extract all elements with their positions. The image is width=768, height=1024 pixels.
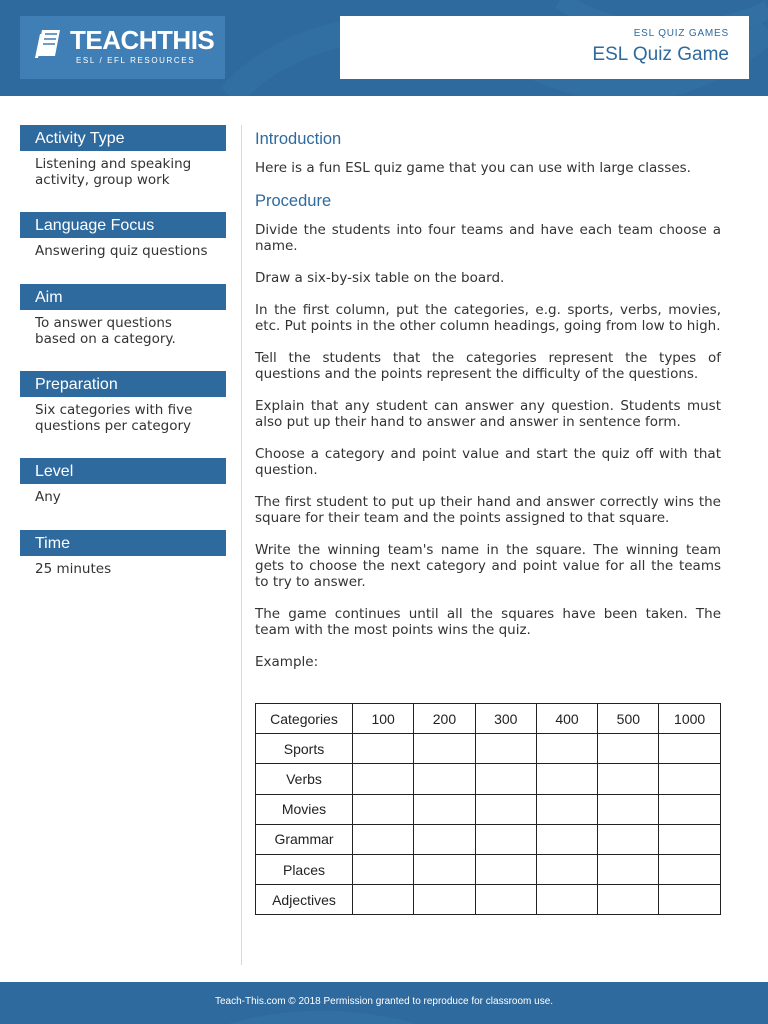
procedure-paragraph: Write the winning team's name in the square. The winning team gets to choose the next category and point value for all the teams to try to answer. (255, 542, 721, 590)
footer-copyright: Teach-This.com © 2018 Permission granted to reproduce for classroom use. (214, 996, 554, 1007)
sidebar-body-level (20, 484, 226, 530)
table-empty-cell (536, 824, 597, 854)
table-empty-cell (475, 794, 536, 824)
table-empty-cell (659, 854, 720, 884)
table-header-row (256, 704, 721, 734)
sidebar-heading-preparation: Preparation (20, 371, 226, 397)
sidebar-body-time (20, 556, 226, 577)
table-empty-cell (353, 824, 414, 854)
sidebar-heading-aim: Aim (20, 284, 226, 310)
procedure-paragraph: Tell the students that the categories represent the types of questions and the points represent the difficulty of the questions. (255, 350, 721, 382)
activity-sidebar (20, 125, 226, 577)
procedure-paragraph: Explain that any student can answer any question. Students must also put up their hand to answer and answer in sentence form. (255, 398, 721, 430)
procedure-paragraph: In the first column, put the categories, e.g. sports, verbs, movies, etc. Put points in the other column headings, going from low to high. (255, 302, 721, 334)
worksheet-category: ESL QUIZ GAMES (633, 28, 729, 39)
procedure-heading: Procedure (255, 192, 332, 210)
sidebar-body-activity-type (20, 151, 226, 212)
table-category-cell: Places (256, 854, 353, 884)
table-empty-cell (598, 885, 659, 915)
table-row (256, 764, 721, 794)
example-quiz-table (255, 703, 721, 915)
table-empty-cell (536, 854, 597, 884)
table-category-cell: Verbs (256, 764, 353, 794)
table-empty-cell (598, 854, 659, 884)
procedure-paragraph: Divide the students into four teams and have each team choose a name. (255, 222, 721, 254)
table-header-categories: Categories (256, 704, 353, 734)
table-empty-cell (475, 854, 536, 884)
logo-brand-subtitle: ESL / EFL RESOURCES (76, 56, 196, 65)
table-header-points: 300 (475, 704, 536, 734)
table-empty-cell (536, 885, 597, 915)
main-content (255, 128, 721, 686)
sidebar-body-preparation (20, 397, 226, 458)
example-label: Example: (255, 654, 319, 670)
table-row (256, 824, 721, 854)
book-logo-icon (34, 26, 64, 60)
page-footer (0, 982, 768, 1024)
table-header-points: 200 (414, 704, 475, 734)
table-empty-cell (475, 734, 536, 764)
table-empty-cell (659, 885, 720, 915)
sidebar-text-line: activity, group work (35, 172, 170, 188)
table-empty-cell (659, 734, 720, 764)
table-category-cell: Sports (256, 734, 353, 764)
sidebar-text-line: Six categories with five (35, 402, 193, 418)
table-empty-cell (414, 885, 475, 915)
table-empty-cell (659, 824, 720, 854)
table-header-points: 1000 (659, 704, 720, 734)
introduction-heading: Introduction (255, 130, 342, 148)
table-category-cell: Movies (256, 794, 353, 824)
table-empty-cell (598, 794, 659, 824)
procedure-paragraph: The first student to put up their hand and answer correctly wins the square for their team and the points assigned to that square. (255, 494, 721, 526)
table-empty-cell (353, 854, 414, 884)
table-empty-cell (353, 734, 414, 764)
table-row (256, 854, 721, 884)
table-header-points: 400 (536, 704, 597, 734)
table-empty-cell (536, 794, 597, 824)
sidebar-heading-activity-type: Activity Type (20, 125, 226, 151)
procedure-paragraph: The game continues until all the squares have been taken. The team with the most points wins the quiz. (255, 606, 721, 638)
procedure-paragraph: Draw a six-by-six table on the board. (255, 270, 505, 286)
table-empty-cell (536, 734, 597, 764)
table-header-points: 100 (353, 704, 414, 734)
table-empty-cell (536, 764, 597, 794)
table-empty-cell (353, 885, 414, 915)
table-empty-cell (353, 764, 414, 794)
page-title: ESL Quiz Game (592, 44, 729, 65)
sidebar-text-line: Any (35, 489, 61, 505)
table-empty-cell (353, 794, 414, 824)
table-empty-cell (659, 764, 720, 794)
table-empty-cell (414, 734, 475, 764)
page-header (0, 0, 768, 96)
introduction-text: Here is a fun ESL quiz game that you can use with large classes. (255, 160, 691, 176)
table-empty-cell (598, 824, 659, 854)
table-category-cell: Grammar (256, 824, 353, 854)
teachthis-logo[interactable] (20, 16, 225, 79)
sidebar-heading-time: Time (20, 530, 226, 556)
sidebar-text-line: Listening and speaking (35, 156, 192, 172)
sidebar-text-line: 25 minutes (35, 561, 112, 577)
table-empty-cell (414, 854, 475, 884)
table-row (256, 794, 721, 824)
table-empty-cell (414, 794, 475, 824)
procedure-paragraph: Choose a category and point value and start the quiz off with that question. (255, 446, 721, 478)
table-header-points: 500 (598, 704, 659, 734)
table-empty-cell (414, 764, 475, 794)
table-empty-cell (659, 794, 720, 824)
table-empty-cell (414, 824, 475, 854)
table-row (256, 885, 721, 915)
table-category-cell: Adjectives (256, 885, 353, 915)
sidebar-heading-language-focus: Language Focus (20, 212, 226, 238)
table-empty-cell (475, 885, 536, 915)
sidebar-body-language-focus (20, 238, 226, 284)
logo-brand-text: TEACHTHIS (70, 25, 215, 55)
title-box (340, 16, 749, 79)
table-empty-cell (475, 824, 536, 854)
sidebar-body-aim (20, 310, 226, 371)
table-empty-cell (475, 764, 536, 794)
sidebar-text-line: To answer questions (35, 315, 172, 331)
sidebar-heading-level: Level (20, 458, 226, 484)
sidebar-text-line: questions per category (35, 418, 192, 434)
table-row (256, 734, 721, 764)
sidebar-text-line: based on a category. (35, 331, 176, 347)
table-empty-cell (598, 734, 659, 764)
sidebar-text-line: Answering quiz questions (35, 243, 208, 259)
column-divider (241, 125, 242, 965)
table-empty-cell (598, 764, 659, 794)
